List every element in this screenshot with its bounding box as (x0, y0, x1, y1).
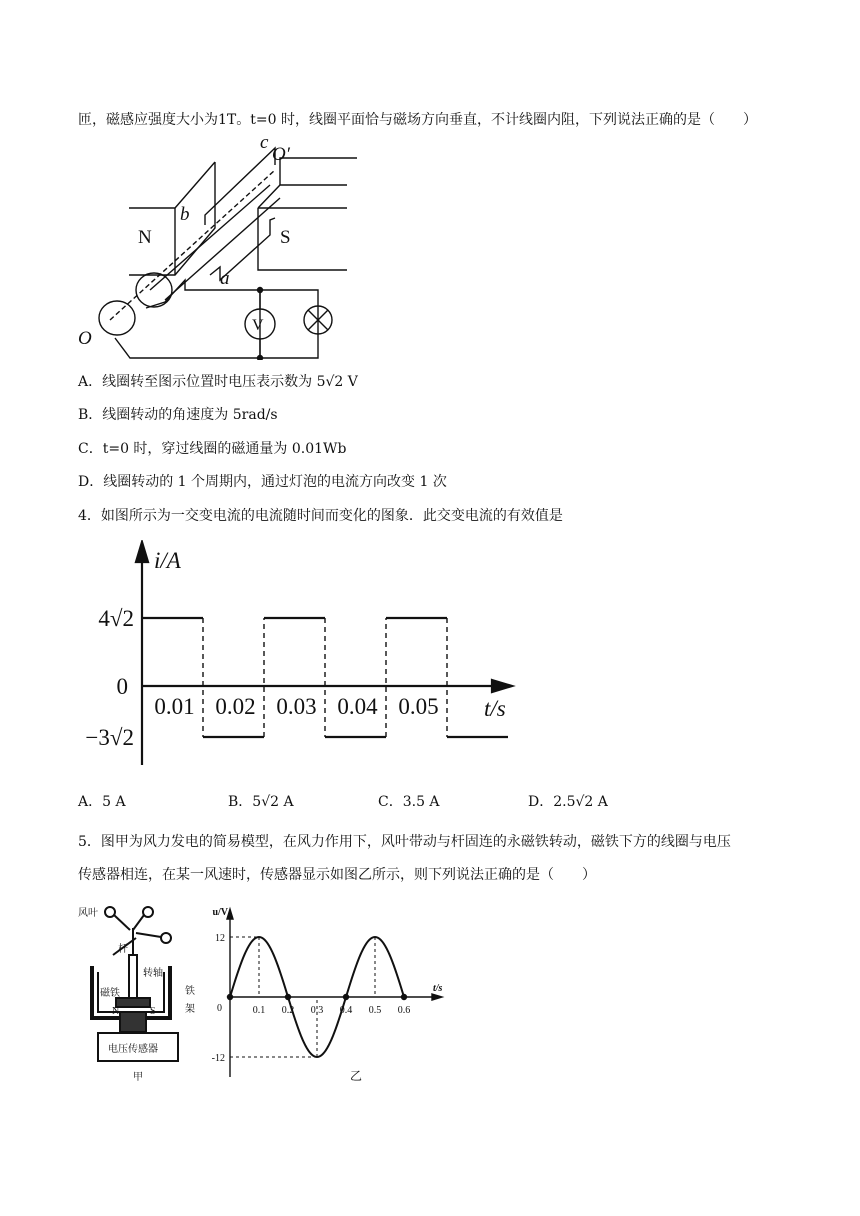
label-a: a (220, 268, 230, 289)
x-tick-label: 0.05 (398, 694, 439, 719)
y-tick-label: 0 (217, 1003, 222, 1014)
q4-option-d: D．2.5√2 A (528, 794, 608, 810)
y-axis-label: i/A (154, 548, 181, 573)
sine-voltage-chart (200, 905, 450, 1085)
label-b: b (180, 204, 190, 225)
x-tick-label: 0.1 (252, 1005, 266, 1016)
square-wave-chart (80, 540, 520, 780)
label-s: S (280, 227, 291, 248)
label-tie: 铁 (185, 986, 195, 997)
label-jia: 架 (185, 1004, 195, 1015)
generator-diagram (70, 130, 370, 360)
x-tick-label: 0.2 (281, 1005, 295, 1016)
q5-stem-line1: 5．图甲为风力发电的简易模型，在风力作用下，风叶带动与杆固连的永磁铁转动，磁铁下方的线圈与电压 (78, 834, 731, 850)
caption-jia: 甲 (133, 1072, 143, 1083)
y-axis-label: u/V (212, 907, 228, 918)
q3-option-d: D．线圈转动的 1 个周期内，通过灯泡的电流方向改变 1 次 (78, 474, 447, 490)
q4-option-a: A．5 A (78, 794, 126, 810)
wind-generator-model (78, 900, 208, 1090)
q3-option-a: A．线圈转至图示位置时电压表示数为 5√2 V (78, 374, 358, 390)
x-tick-label: 0.03 (276, 694, 317, 719)
y-tick-label: -12 (211, 1053, 225, 1064)
x-tick-label: 0.6 (397, 1005, 411, 1016)
label-n: N (138, 227, 152, 248)
y-tick-label: 4√2 (98, 606, 134, 631)
y-tick-label: 12 (215, 933, 225, 944)
q5-stem-line2: 传感器相连，在某一风速时，传感器显示如图乙所示，则下列说法正确的是（ ） (78, 867, 596, 883)
q4-option-c: C．3.5 A (378, 794, 440, 810)
y-tick-label: 0 (116, 674, 128, 699)
q4-stem: 4．如图所示为一交变电流的电流随时间而变化的图象．此交变电流的有效值是 (78, 508, 563, 524)
x-tick-label: 0.3 (310, 1005, 324, 1016)
label-v: V (252, 317, 264, 334)
x-tick-label: 0.4 (339, 1005, 353, 1016)
q3-option-b: B．线圈转动的角速度为 5rad/s (78, 407, 278, 423)
x-axis-label: t/s (433, 983, 443, 994)
x-tick-label: 0.01 (154, 694, 195, 719)
y-tick-label: −3√2 (85, 725, 134, 751)
label-c: c (260, 132, 269, 153)
q3-intro: 匝，磁感应强度大小为1T。t=0 时，线圈平面恰与磁场方向垂直，不计线圈内阻，下列说法正确的是（ ） (78, 112, 757, 128)
x-axis-arrow (492, 680, 512, 692)
x-axis-label: t/s (484, 696, 506, 721)
label-fengye: 风叶 (78, 908, 98, 919)
label-o: O (78, 328, 92, 349)
label-o-prime: O′ (272, 144, 290, 165)
label-sensor: 电压传感器 (108, 1044, 158, 1055)
x-tick-label: 0.04 (337, 694, 378, 719)
x-tick-label: 0.5 (368, 1005, 382, 1016)
q4-option-b: B．5√2 A (228, 794, 294, 810)
caption-yi: 乙 (350, 1069, 363, 1083)
label-gan: 杆 (118, 944, 128, 955)
y-axis-arrow (136, 542, 148, 562)
x-axis-arrow (432, 994, 442, 1000)
label-magnet-s: S (150, 1006, 156, 1017)
label-zhuanzhou: 转轴 (143, 968, 163, 979)
label-magnet-n: N (112, 1006, 120, 1017)
label-citie: 磁铁 (100, 988, 120, 999)
x-tick-label: 0.02 (215, 694, 256, 719)
q3-option-c: C．t=0 时，穿过线圈的磁通量为 0.01Wb (78, 441, 347, 457)
